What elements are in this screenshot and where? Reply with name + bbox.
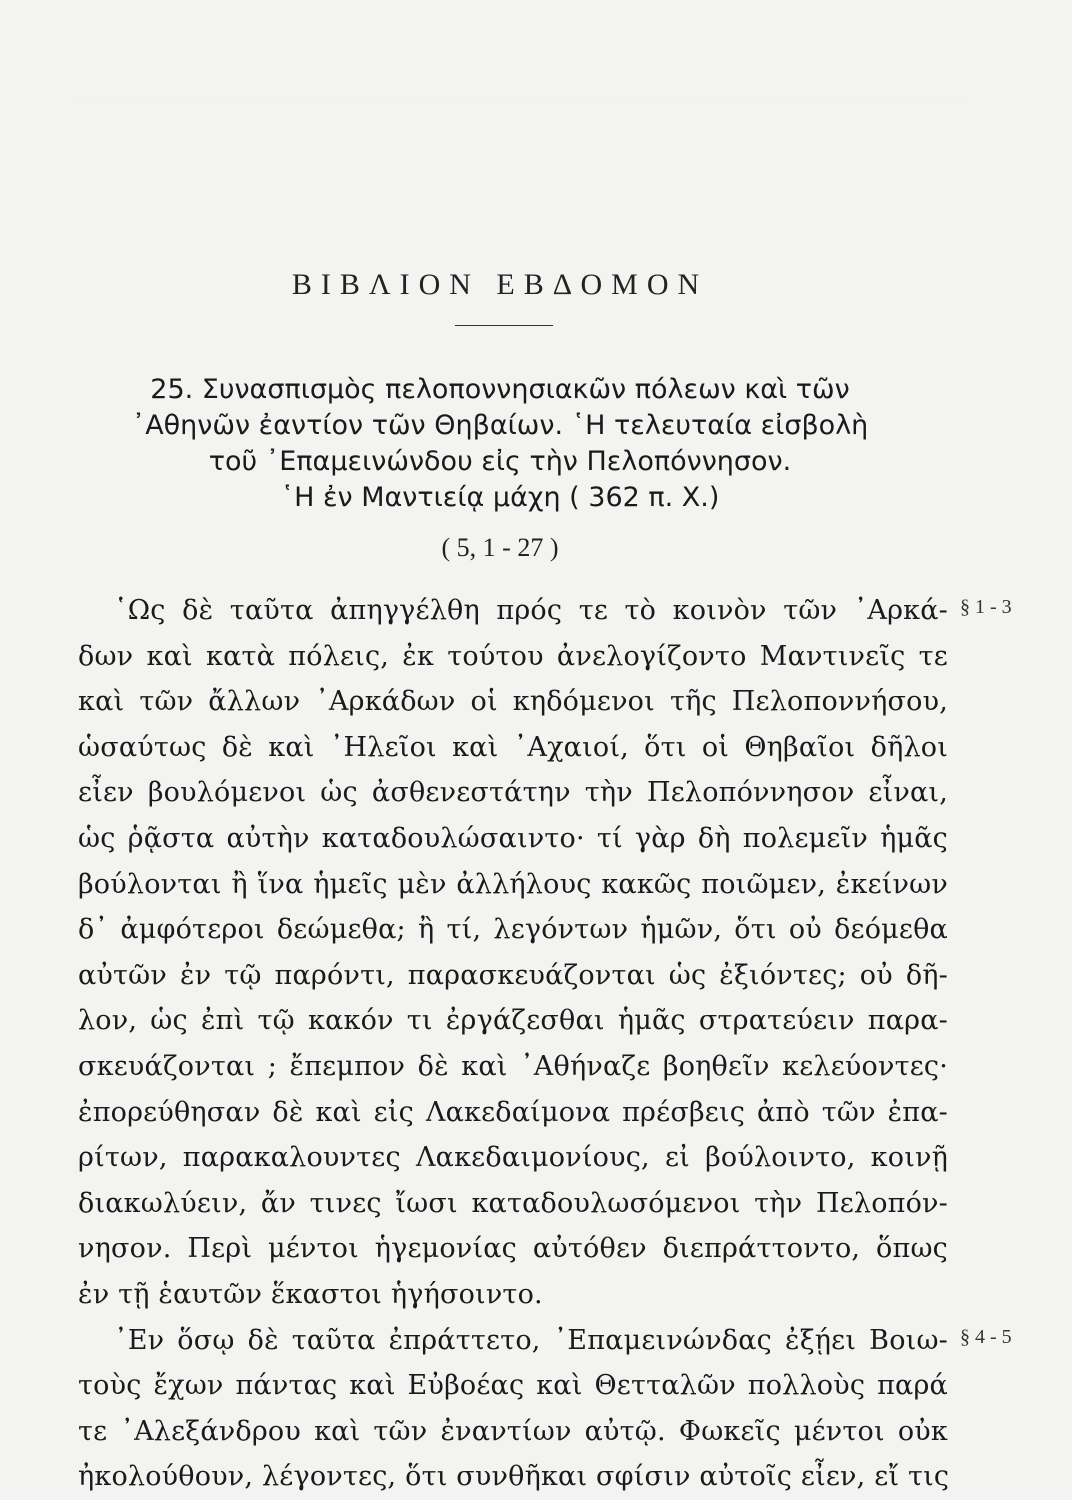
text-line: ὡς ῥᾷστα αὐτὴν καταδουλώσαιντο· τί γὰρ δὴ πολεμεῖν ἡμᾶς — [78, 822, 948, 854]
chapter-heading-line: τοῦ ᾿Επαμεινώνδου εἰς τὴν Πελοπόννησον. — [208, 446, 792, 477]
section-range: ( 5, 1 - 27 ) — [441, 533, 559, 562]
chapter-heading-line: ᾿Αθηνῶν ἐαντίον τῶν Θηβαίων. ῾Η τελευταία εἰσβολὴ — [131, 410, 869, 441]
text-line: ᾿Εν ὅσῳ δὲ ταῦτα ἐπράττετο, ᾿Επαμεινώνδας ἐξῄει Βοιω- — [114, 1324, 948, 1356]
text-line: δ᾿ ἀμφότεροι δεώμεθα; ἢ τί, λεγόντων ἡμῶν, ὅτι οὐ δεόμεθα — [78, 914, 948, 946]
text-line: αὐτῶν ἐν τῷ παρόντι, παρασκευάζονται ὡς ἐξιόντες; οὐ δῆ- — [78, 959, 948, 991]
text-line: ἠκολούθουν, λέγοντες, ὅτι συνθῆκαι σφίσιν αὐτοῖς εἶεν, εἴ τις — [78, 1461, 950, 1493]
title-rule — [455, 325, 553, 326]
text-line: τε ᾿Αλεξάνδρου καὶ τῶν ἐναντίων αὐτῷ. Φωκεῖς μέντοι οὐκ — [78, 1415, 948, 1447]
text-line: σκευάζονται ; ἔπεμπον δὲ καὶ ᾿Αθήναζε βοηθεῖν κελεύοντες· — [78, 1050, 948, 1082]
marginal-section-note: § 1 - 3 — [960, 596, 1012, 618]
chapter-heading-line: 25. Συνασπισμὸς πελοποννησιακῶν πόλεων καὶ τῶν — [150, 374, 850, 405]
body-text — [78, 588, 948, 1500]
text-line: ἐπορεύθησαν δὲ καὶ εἰς Λακεδαίμονα πρέσβεις ἀπὸ τῶν ἐπα- — [78, 1096, 948, 1128]
text-line: καὶ τῶν ἄλλων ᾿Αρκάδων οἱ κηδόμενοι τῆς Πελοποννήσου, — [78, 686, 948, 718]
chapter-heading — [80, 372, 920, 516]
bleed-through-header — [70, 62, 970, 103]
text-line: διακωλύειν, ἄν τινες ἴωσι καταδουλωσόμενοι τὴν Πελοπόν- — [78, 1187, 948, 1219]
text-line: νησον. Περὶ μέντοι ἡγεμονίας αὐτόθεν διεπράττοντο, ὅπως — [78, 1233, 948, 1265]
chapter-heading-line: ῾Η ἐν Μαντιείᾳ μάχη ( 362 π. Χ.) — [280, 482, 720, 513]
text-line: βούλονται ἢ ἵνα ἡμεῖς μὲν ἀλλήλους κακῶς ποιῶμεν, ἐκείνων — [78, 868, 948, 900]
text-line: τοὺς ἔχων πάντας καὶ Εὐβοέας καὶ Θετταλῶν πολλοὺς παρά — [78, 1370, 948, 1402]
text-line: δων καὶ κατὰ πόλεις, ἐκ τούτου ἀνελογίζοντο Μαντινεῖς τε — [78, 640, 948, 672]
book-title: ΒΙΒΛΙΟΝ ΕΒΔΟΜΟΝ — [291, 268, 709, 301]
text-line: εἶεν βουλόμενοι ὡς ἀσθενεστάτην τὴν Πελοπόννησον εἶναι, — [78, 777, 948, 809]
marginal-section-note: § 4 - 5 — [960, 1326, 1012, 1348]
text-line: ὡσαύτως δὲ καὶ ᾿Ηλεῖοι καὶ ᾿Αχαιοί, ὅτι οἱ Θηβαῖοι δῆλοι — [78, 731, 948, 763]
text-line: ἐν τῇ ἑαυτῶν ἕκαστοι ἡγήσοιντο. — [78, 1278, 543, 1310]
text-line: ρίτων, παρακαλουντες Λακεδαιμονίους, εἰ βούλοιντο, κοινῇ — [78, 1142, 948, 1174]
text-line: λον, ὡς ἐπὶ τῷ κακόν τι ἐργάζεσθαι ἡμᾶς στρατεύειν παρα- — [78, 1005, 948, 1037]
text-line: ῾Ως δὲ ταῦτα ἀπηγγέλθη πρός τε τὸ κοινὸν τῶν ᾿Αρκά- — [114, 595, 948, 626]
